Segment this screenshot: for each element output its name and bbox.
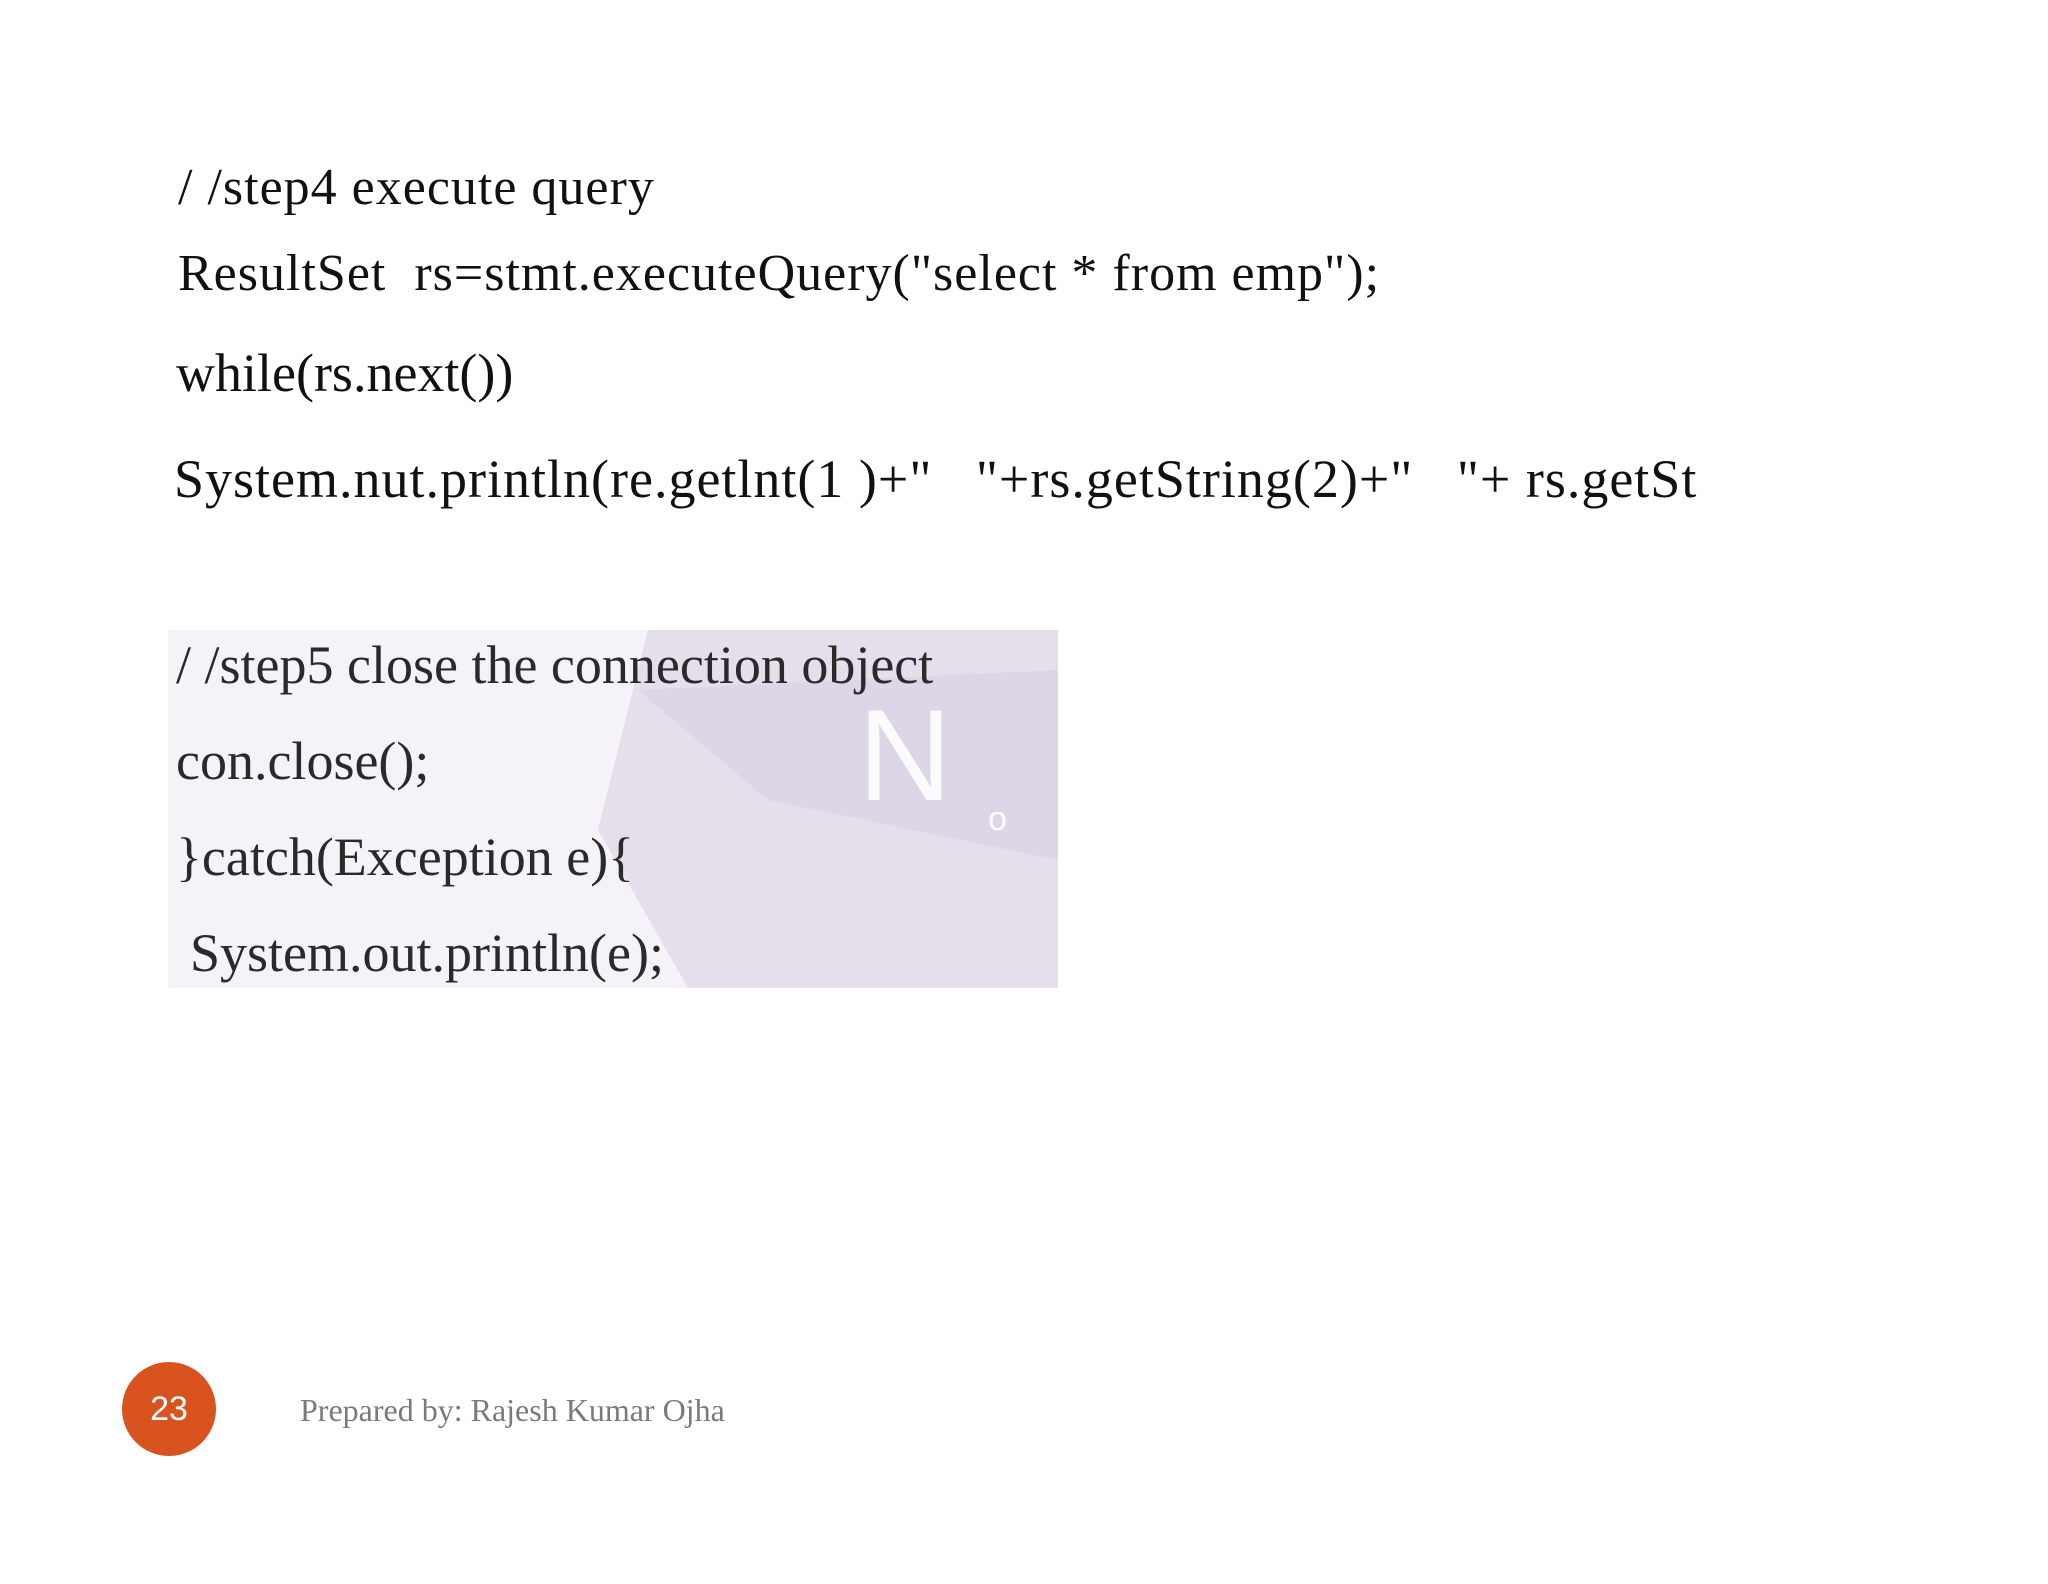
svg-text:o: o [988, 800, 1007, 838]
code-line-execute-query: ResultSet rs=stmt.executeQuery("select * from emp"); [178, 245, 1381, 302]
code-line-catch: }catch(Exception e){ [176, 827, 635, 887]
code-line-println: System.nut.println(re.getlnt(1 )+" "+rs.getString(2)+" "+ rs.getSt [174, 449, 1698, 509]
code-snippet-image [168, 630, 1058, 988]
code-line-close-connection: con.close(); [176, 731, 430, 791]
code-line-step5-comment: / /step5 close the connection object [176, 635, 934, 695]
page-number-badge: 23 [122, 1362, 216, 1456]
svg-text:N: N [858, 682, 952, 828]
code-line-step4-comment: / /step4 execute query [178, 159, 655, 216]
code-line-while-loop: while(rs.next()) [176, 343, 514, 403]
code-line-print-exception: System.out.println(e); [190, 923, 664, 983]
author-credit: Prepared by: Rajesh Kumar Ojha [300, 1392, 725, 1428]
